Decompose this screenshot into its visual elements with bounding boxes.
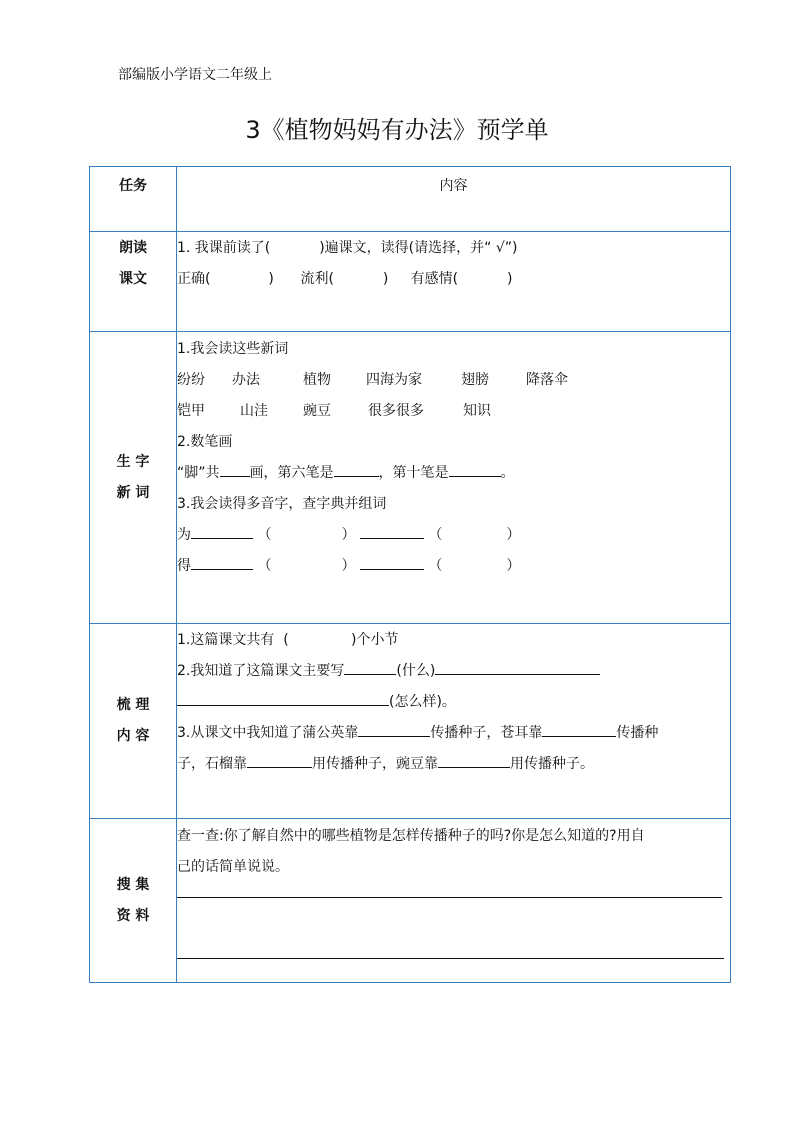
- seed-text-a: 3.从课文中我知道了蒲公英靠: [177, 725, 359, 741]
- polyphone-row-1: [177, 520, 730, 551]
- vocab-read-heading: 1.我会读这些新词: [177, 341, 289, 357]
- stroke-text-a: “脚”共: [177, 465, 220, 481]
- reading-count-line[interactable]: 1. 我课前读了( )遍课文，读得(请选择，并“ √”): [177, 240, 518, 256]
- polyphone-char: 为: [177, 527, 191, 543]
- stroke-text-b: 画，第六笔是: [249, 465, 334, 481]
- paren-open: （: [257, 527, 272, 543]
- seed-spread-line-1: [177, 718, 730, 749]
- collect-question-line-2: 己的话简单说说。: [177, 859, 289, 875]
- collect-question-line-1: 查一查:你了解自然中的哪些植物是怎样传播种子的吗?你是怎么知道的?用自: [177, 828, 645, 844]
- header-task-label: 任务: [119, 178, 147, 194]
- collect-label-1: 搜 集: [116, 876, 150, 893]
- header-content-label: 内容: [439, 178, 468, 194]
- answer-line-1[interactable]: [177, 883, 722, 898]
- reading-quality-line[interactable]: 正确( ) 流利( ) 有感情( ): [177, 271, 513, 287]
- word: 铠甲: [177, 403, 205, 419]
- seed-spread-line-2: [177, 749, 730, 780]
- word: 翅膀: [461, 372, 489, 388]
- stroke-question: [177, 458, 730, 489]
- tenth-stroke-blank[interactable]: [449, 460, 501, 477]
- paren-close: ）: [506, 558, 521, 574]
- stroke-text-c: ，第十笔是: [378, 465, 449, 481]
- word: 降落伞: [526, 372, 568, 388]
- pinyin-blank[interactable]: [191, 522, 253, 539]
- header-content-cell: [177, 167, 731, 232]
- vocab-label-1: 生 字: [116, 453, 150, 470]
- stroke-heading: 2.数笔画: [177, 434, 233, 450]
- doc-title: 3《植物妈妈有办法》预学单: [245, 116, 549, 144]
- table-header-row: [90, 167, 731, 232]
- word: 办法: [232, 372, 260, 388]
- word: 植物: [303, 372, 331, 388]
- word: 纷纷: [177, 372, 205, 388]
- paren-open: （: [428, 527, 443, 543]
- reading-task-cell: [90, 232, 177, 332]
- main-idea-text: 2.我知道了这篇课文主要写: [177, 663, 345, 679]
- polyphone-heading: 3.我会读得多音字，查字典并组词: [177, 496, 387, 512]
- polyphone-char: 得: [177, 558, 191, 574]
- doc-subtitle: 部编版小学语文二年级上: [118, 67, 272, 83]
- reading-label-2: 课文: [119, 271, 147, 287]
- word: 四海为家: [366, 372, 422, 388]
- paren-close: ）: [341, 558, 356, 574]
- word: 豌豆: [303, 403, 331, 419]
- reading-label-1: 朗读: [119, 240, 147, 256]
- word: 山洼: [240, 403, 268, 419]
- vocab-content-cell: [177, 332, 731, 624]
- pea-blank[interactable]: [438, 751, 510, 768]
- reading-row: [90, 232, 731, 332]
- collect-label-2: 资 料: [116, 907, 150, 924]
- paragraph-count-line[interactable]: 1.这篇课文共有 ( )个小节: [177, 632, 399, 648]
- worksheet-table: [89, 166, 731, 983]
- main-idea-line: [177, 656, 730, 687]
- vocab-words-row-2: [177, 396, 730, 427]
- stroke-count-blank[interactable]: [220, 460, 250, 477]
- vocab-label-2: 新 词: [116, 484, 150, 501]
- seed-text-c: 传播种: [616, 725, 659, 741]
- how-line: [177, 687, 730, 718]
- polyphone-row-2: [177, 551, 730, 582]
- paren-close: ）: [341, 527, 356, 543]
- paren-open: （: [428, 558, 443, 574]
- pinyin-blank[interactable]: [360, 522, 424, 539]
- outline-content-cell: [177, 624, 731, 819]
- collect-content-cell: [177, 819, 731, 983]
- what-blank[interactable]: [344, 658, 396, 675]
- what-hint: (什么): [396, 663, 436, 679]
- sixth-stroke-blank[interactable]: [334, 460, 379, 477]
- outline-label-2: 内 容: [116, 728, 150, 744]
- vocab-row: [90, 332, 731, 624]
- collect-task-cell: [90, 819, 177, 983]
- paren-close: ）: [506, 527, 521, 543]
- header-task-cell: [90, 167, 177, 232]
- pomegranate-blank[interactable]: [247, 751, 312, 768]
- cocklebur-blank[interactable]: [542, 720, 616, 737]
- how-hint: (怎么样)。: [389, 694, 456, 710]
- seed-text-b: 传播种子，苍耳靠: [430, 725, 543, 741]
- collect-row: [90, 819, 731, 983]
- answer-line-2[interactable]: [177, 898, 724, 959]
- pinyin-blank[interactable]: [191, 553, 253, 570]
- vocab-task-cell: [90, 332, 177, 624]
- dandelion-blank[interactable]: [358, 720, 430, 737]
- main-idea-blank[interactable]: [435, 658, 600, 675]
- seed-text-d: 子，石榴靠: [177, 756, 247, 772]
- seed-text-e: 用传播种子，豌豆靠: [312, 756, 438, 772]
- seed-text-f: 用传播种子。: [510, 756, 594, 772]
- vocab-words-row-1: [177, 365, 730, 396]
- how-blank[interactable]: [177, 689, 389, 706]
- pinyin-blank[interactable]: [360, 553, 424, 570]
- stroke-text-d: 。: [500, 465, 515, 481]
- reading-content-cell: [177, 232, 731, 332]
- outline-task-cell: [90, 624, 177, 819]
- outline-label-1: 梳 理: [116, 697, 150, 713]
- word: 很多很多: [368, 403, 424, 419]
- outline-row: [90, 624, 731, 819]
- word: 知识: [463, 403, 491, 419]
- paren-open: （: [257, 558, 272, 574]
